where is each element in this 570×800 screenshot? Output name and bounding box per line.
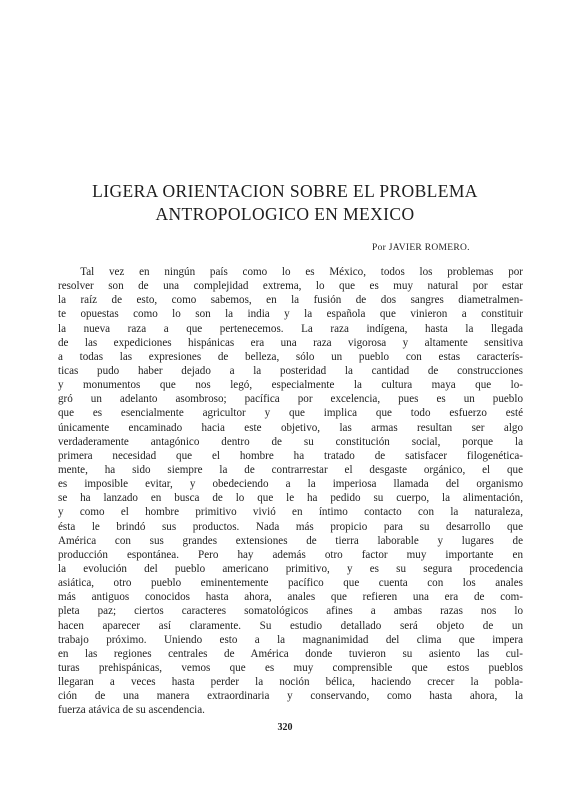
text-line: América con sus grandes extensiones de tierra laborable y lugares de xyxy=(58,534,523,547)
title-line-2: ANTROPOLOGICO EN MEXICO xyxy=(155,204,415,224)
text-line: ésta le brindó sus productos. Nada más propicio para su desarrollo que xyxy=(58,520,523,533)
text-line: en las regiones centrales de América donde tuvieron su asiento las cul- xyxy=(58,647,523,660)
text-line: pleta paz; ciertos caracteres somatológicos afines a ambas razas nos lo xyxy=(58,605,523,618)
text-line: gró un adelanto asombroso; pacífica por excelencia, pues es un pueblo xyxy=(58,393,523,406)
article-title xyxy=(0,180,570,226)
body-text xyxy=(58,265,523,718)
text-line: trabajo próximo. Uniendo esto a la magnanimidad del clima que impera xyxy=(58,633,523,646)
text-line: la raíz de esto, como sabemos, en la fusión de dos sangres diametralmen- xyxy=(58,294,523,307)
text-line: verdaderamente antagónico dentro de su constitución social, porque la xyxy=(58,435,523,448)
text-line: Tal vez en ningún país como lo es México, todos los problemas por xyxy=(58,266,523,278)
text-line: que es esencialmente agricultor y que implica que todo esfuerzo esté xyxy=(58,407,523,420)
text-line: la evolución del pueblo americano primitivo, y es su segura procedencia xyxy=(58,562,523,575)
text-line: turas prehispánicas, vemos que es muy comprensible que estos pueblos xyxy=(58,661,523,674)
text-line: mente, ha sido siempre la de contrarrestar el desgaste orgánico, el que xyxy=(58,463,523,476)
title-line-1: LIGERA ORIENTACION SOBRE EL PROBLEMA xyxy=(92,181,478,201)
text-line: a todas las expresiones de belleza, sólo un pueblo con estas caracterís- xyxy=(58,350,523,363)
text-line: te opuestas como lo son la india y la española que vinieron a constituir xyxy=(58,308,523,321)
text-line: llegaran a veces hasta perder la noción bélica, haciendo crecer la pobla- xyxy=(58,676,523,689)
text-line: ticas pudo haber dejado a la posteridad la cantidad de construcciones xyxy=(58,364,523,377)
text-line: primera necesidad que el hombre ha tratado de satisfacer filogenética- xyxy=(58,449,523,462)
text-line: hacen aparecer así claramente. Su estudio detallado será objeto de un xyxy=(58,619,523,632)
text-line: de las expediciones hispánicas era una raza vigorosa y altamente sensitiva xyxy=(58,336,523,349)
text-line: la nueva raza a que pertenecemos. La raza indígena, hasta la llegada xyxy=(58,322,523,335)
text-line: únicamente encaminado hacia este objetivo, las armas resultan ser algo xyxy=(58,421,523,434)
text-line: es imposible evitar, y obedeciendo a la imperiosa llamada del organismo xyxy=(58,478,523,491)
text-line: ción de una manera extraordinaria y conservando, como hasta ahora, la xyxy=(58,690,523,703)
page-number: 320 xyxy=(277,722,293,733)
text-line: se ha lanzado en busca de lo que le ha pedido su cuerpo, la alimentación, xyxy=(58,492,523,505)
text-line: resolver son de una complejidad extrema, lo que es muy natural por estar xyxy=(58,280,523,293)
text-line: y como el hombre primitivo vivió en íntimo contacto con la naturaleza, xyxy=(58,506,523,519)
text-line: asiática, otro pueblo eminentemente pacífico que cuenta con los anales xyxy=(58,577,523,590)
author-byline: Por JAVIER ROMERO. xyxy=(372,243,470,253)
text-line: producción espontánea. Pero hay además otro factor muy importante en xyxy=(58,548,523,561)
text-line: más antiguos conocidos hasta ahora, anales que refieren una era de com- xyxy=(58,591,523,604)
text-line: y monumentos que nos legó, especialmente la cultura maya que lo- xyxy=(58,379,523,392)
text-line: fuerza atávica de su ascendencia. xyxy=(58,704,205,717)
